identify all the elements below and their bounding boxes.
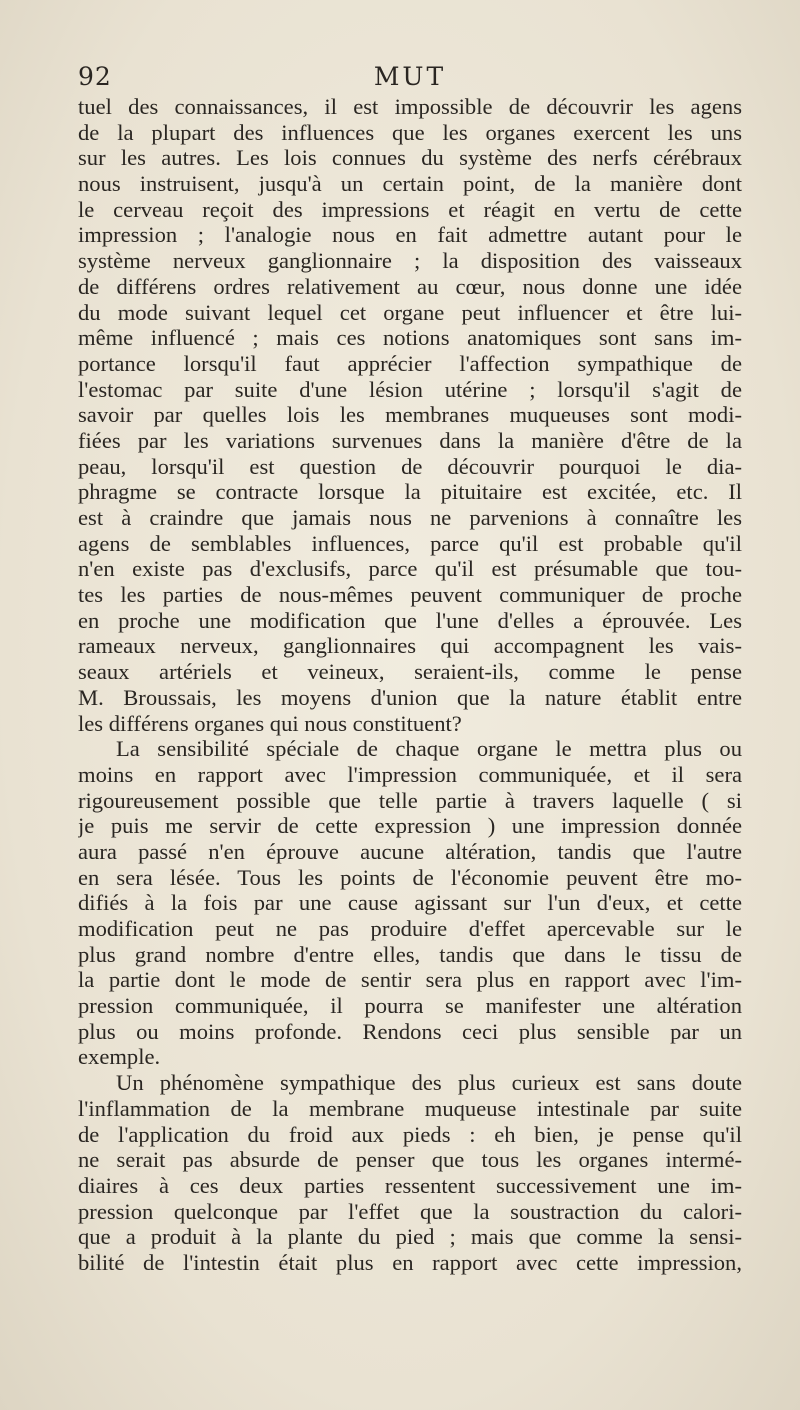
running-head: MUT: [373, 62, 447, 91]
text-line: l'inflammation de la membrane muqueuse intestinale par suite: [78, 1095, 742, 1121]
text-line: ne serait pas absurde de penser que tous les organes intermé-: [78, 1147, 742, 1173]
text-line: n'en existe pas d'exclusifs, parce qu'il est présumable que tou-: [78, 556, 742, 582]
text-line: bilité de l'intestin était plus en rapport avec cette impression,: [78, 1249, 742, 1275]
text-line: pression quelconque par l'effet que la soustraction du calori-: [78, 1198, 742, 1224]
text-line: modification peut ne pas produire d'effet apercevable sur le: [78, 916, 742, 941]
text-line: impression ; l'analogie nous en fait admettre autant pour le: [78, 222, 742, 248]
text-line: les différens organes qui nous constituent?: [78, 710, 462, 736]
page-number: 92: [78, 62, 112, 91]
text-line: La sensibilité spéciale de chaque organe le mettra plus ou: [116, 736, 742, 762]
text-line: Un phénomène sympathique des plus curieux est sans doute: [116, 1070, 742, 1096]
text-line: l'estomac par suite d'une lésion utérine ; lorsqu'il s'agit de: [78, 376, 742, 402]
text-line: que a produit à la plante du pied ; mais que comme la sensi-: [78, 1224, 742, 1250]
text-line: système nerveux ganglionnaire ; la disposition des vaisseaux: [78, 248, 742, 274]
text-line: difiés à la fois par une cause agissant sur l'un d'eux, et cette: [78, 890, 742, 916]
text-line: en proche une modification que l'une d'elles a éprouvée. Les: [78, 607, 742, 633]
paragraph: [78, 94, 742, 736]
text-line: est à craindre que jamais nous ne parvenions à connaître les: [78, 505, 742, 530]
text-line: plus ou moins profonde. Rendons ceci plus sensible par un: [78, 1018, 742, 1044]
text-line: peau, lorsqu'il est question de découvrir pourquoi le dia-: [78, 453, 742, 479]
text-line: agens de semblables influences, parce qu'il est probable qu'il: [78, 530, 742, 556]
text-line: portance lorsqu'il faut apprécier l'affection sympathique de: [78, 350, 742, 376]
text-line: la partie dont le mode de sentir sera plus en rapport avec l'im-: [78, 967, 742, 993]
text-line: de l'application du froid aux pieds : eh bien, je pense qu'il: [78, 1121, 742, 1147]
text-line: aura passé n'en éprouve aucune altération, tandis que l'autre: [78, 838, 742, 864]
text-line: plus grand nombre d'entre elles, tandis que dans le tissu de: [78, 941, 742, 967]
text-line: du mode suivant lequel cet organe peut influencer et être lui-: [78, 299, 742, 325]
paragraph: [78, 736, 742, 1070]
body-text: [78, 94, 742, 1276]
text-line: même influencé ; mais ces notions anatomiques sont sans im-: [78, 325, 742, 351]
text-line: moins en rapport avec l'impression communiquée, et il sera: [78, 761, 742, 787]
text-line: pression communiquée, il pourra se manifester une altération: [78, 993, 742, 1019]
text-line: exemple.: [78, 1044, 161, 1070]
text-line: savoir par quelles lois les membranes muqueuses sont modi-: [78, 402, 742, 428]
text-line: tuel des connaissances, il est impossible de découvrir les agens: [78, 94, 742, 119]
text-line: en sera lésée. Tous les points de l'économie peuvent être mo-: [78, 864, 742, 890]
text-line: sur les autres. Les lois connues du système des nerfs cérébraux: [78, 145, 742, 171]
text-line: rigoureusement possible que telle partie à travers laquelle ( si: [78, 787, 742, 813]
text-line: je puis me servir de cette expression ) une impression donnée: [78, 813, 742, 839]
text-line: fiées par les variations survenues dans la manière d'être de la: [78, 427, 742, 453]
text-line: de différens ordres relativement au cœur, nous donne une idée: [78, 273, 742, 299]
page-header: [78, 62, 742, 96]
paragraph: [78, 1070, 742, 1276]
text-line: le cerveau reçoit des impressions et réagit en vertu de cette: [78, 196, 742, 222]
text-line: de la plupart des influences que les organes exercent les uns: [78, 119, 742, 145]
text-line: M. Broussais, les moyens d'union que la nature établit entre: [78, 684, 742, 710]
text-line: phragme se contracte lorsque la pituitaire est excitée, etc. Il: [78, 479, 742, 505]
text-line: seaux artériels et veineux, seraient-ils, comme le pense: [78, 659, 742, 685]
text-line: rameaux nerveux, ganglionnaires qui accompagnent les vais-: [78, 633, 742, 659]
text-line: tes les parties de nous-mêmes peuvent communiquer de proche: [78, 582, 742, 608]
text-line: nous instruisent, jusqu'à un certain point, de la manière dont: [78, 171, 742, 197]
text-line: diaires à ces deux parties ressentent successivement une im-: [78, 1172, 742, 1198]
